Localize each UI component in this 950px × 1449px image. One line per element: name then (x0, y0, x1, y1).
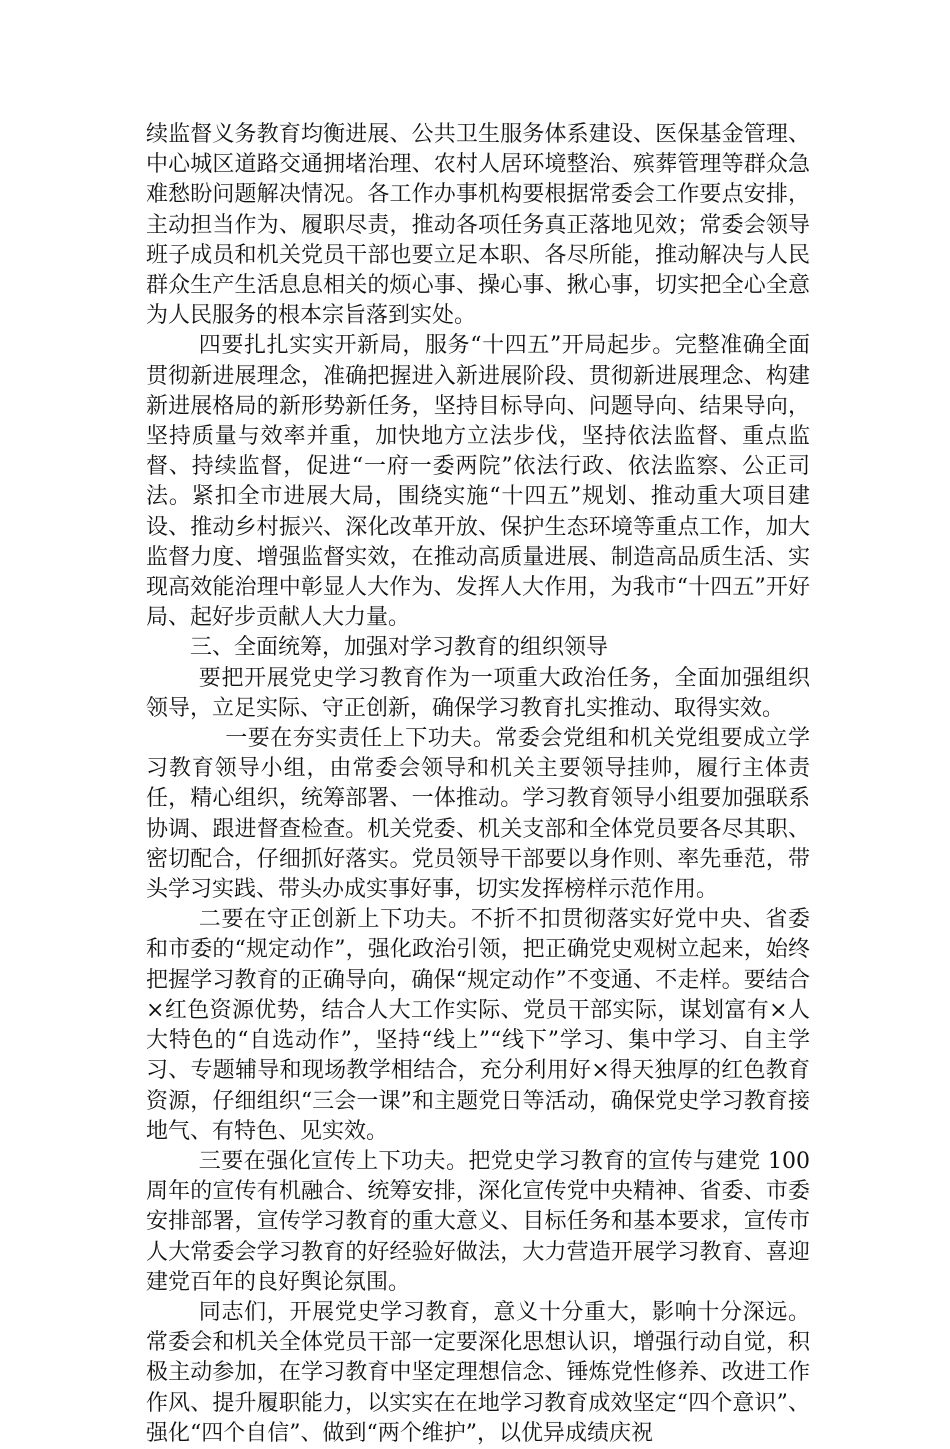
paragraph-section-intro: 要把开展党史学习教育作为一项重大政治任务，全面加强组织领导，立足实际、守正创新，确保学习教育扎实推动、取得实效。 (146, 665, 810, 721)
paragraph-point-four: 四要扎扎实实开新局，服务“十四五”开局起步。完整准确全面贯彻新进展理念，准确把握进入新进展阶段、贯彻新进展理念、构建新进展格局的新形势新任务，坚持目标导向、问题导向、结果导向，坚持质量与效率并重，加快地方立法步伐，坚持依法监督、重点监督、持续监督，促进“一府一委两院”依法行政、依法监察、公正司法。紧扣全市进展大局，围绕实施“十四五”规划、推动重大项目建设、推动乡村振兴、深化改革开放、保护生态环境等重点工作，加大监督力度、增强监督实效，在推动高质量进展、制造高品质生活、实现高效能治理中彰显人大作为、发挥人大作用，为我市“十四五”开好局、起好步贡献人大力量。 (146, 333, 810, 631)
paragraph-closing: 同志们，开展党史学习教育，意义十分重大，影响十分深远。常委会和机关全体党员干部一定要深化思想认识，增强行动自觉，积极主动参加，在学习教育中坚定理想信念、锤炼党性修养、改进工作作风、提升履职能力，以实实在在地学习教育成效坚定“四个意识”、强化“四个自信”、做到“两个维护”，以优异成绩庆祝 (146, 1299, 810, 1446)
section-heading-three: 三、全面统筹，加强对学习教育的组织领导 (190, 635, 609, 661)
paragraph-point-three: 三要在强化宣传上下功夫。把党史学习教育的宣传与建党 100周年的宣传有机融合、统筹安排，深化宣传党中央精神、省委、市委安排部署，宣传学习教育的重大意义、目标任务和基本要求，宣传市人大常委会学习教育的好经验好做法，大力营造开展学习教育、喜迎建党百年的良好舆论氛围。 (146, 1148, 810, 1295)
paragraph-point-one: 一要在夯实责任上下功夫。常委会党组和机关党组要成立学习教育领导小组，由常委会领导和机关主要领导挂帅，履行主体责任，精心组织，统筹部署、一体推动。学习教育领导小组要加强联系协调、跟进督查检查。机关党委、机关支部和全体党员要各尽其职、密切配合，仔细抓好落实。党员领导干部要以身作则、率先垂范，带头学习实践、带头办成实事好事，切实发挥榜样示范作用。 (146, 726, 810, 903)
document-body (146, 120, 810, 1449)
paragraph-continued: 续监督义务教育均衡进展、公共卫生服务体系建设、医保基金管理、中心城区道路交通拥堵治理、农村人居环境整治、殡葬管理等群众急难愁盼问题解决情况。各工作办事机构要根据常委会工作要点安排，主动担当作为、履职尽责，推动各项任务真正落地见效；常委会领导班子成员和机关党员干部也要立足本职、各尽所能，推动解决与人民群众生产生活息息相关的烦心事、操心事、揪心事，切实把全心全意为人民服务的根本宗旨落到实处。 (146, 122, 810, 329)
paragraph-point-two: 二要在守正创新上下功夫。不折不扣贯彻落实好党中央、省委和市委的“规定动作”，强化政治引领，把正确党史观树立起来，始终把握学习教育的正确导向，确保“规定动作”不变通、不走样。要结合×红色资源优势，结合人大工作实际、党员干部实际，谋划富有×人大特色的“自选动作”，坚持“线上”“线下”学习、集中学习、自主学习、专题辅导和现场教学相结合，充分利用好×得天独厚的红色教育资源，仔细组织“三会一课”和主题党日等活动，确保党史学习教育接地气、有特色、见实效。 (146, 907, 810, 1144)
